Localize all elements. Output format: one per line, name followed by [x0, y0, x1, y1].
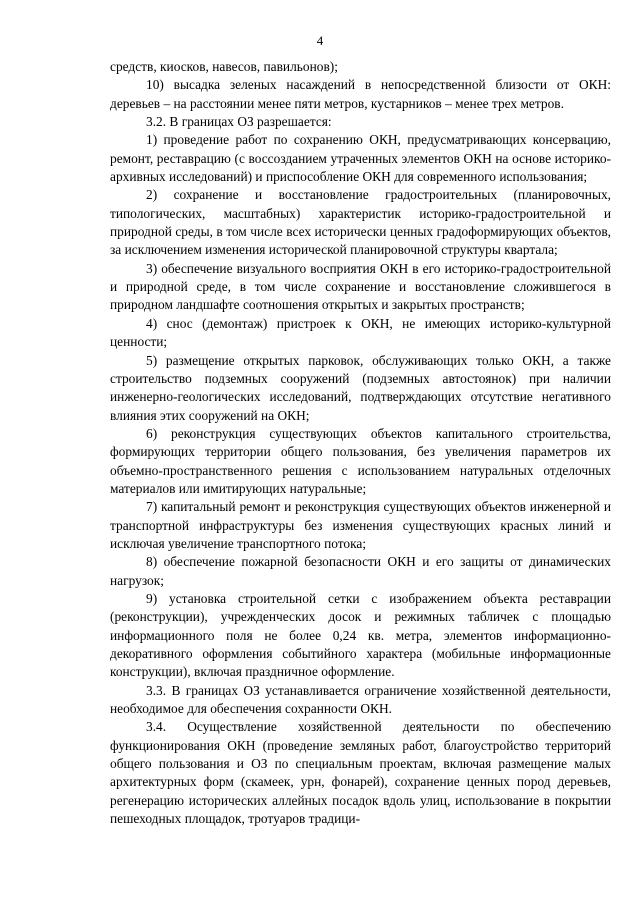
paragraph-item-9: 9) установка строительной сетки с изображением объекта реставрации (реконструкции), учрежденческих досок и режимных табличек с площадью информационного поля не более 0,24 кв. метра, элементов информационно-декоративного оформления событийного характера (мобильные информационные конструкции), включая праздничное оформление. — [110, 590, 611, 680]
paragraph-section-3-3: 3.3. В границах ОЗ устанавливается ограничение хозяйственной деятельности, необходимое для обеспечения сохранности ОКН. — [110, 682, 611, 717]
paragraph-item-8: 8) обеспечение пожарной безопасности ОКН и его защиты от динамических нагрузок; — [110, 554, 611, 588]
paragraph-item-2: 2) сохранение и восстановление градостроительных (планировочных, типологических, масштабных) характеристик историко-градостроительной и природной среды, в том числе всех исторически ценных градоформирующих объектов, за исключением изменения исторической планировочной структуры квартала; — [110, 187, 611, 258]
paragraph-item-1: 1) проведение работ по сохранению ОКН, предусматривающих консервацию, ремонт, реставрацию (с воссозданием утраченных элементов ОКН на основе историко-архивных исследований) и приспособление ОКН для современного использования; — [110, 132, 611, 185]
paragraph-item-3: 3) обеспечение визуального восприятия ОКН в его историко-градостроительной и природной среде, в том числе сохранение и восстановление сложившегося в природном ландшафте соотношения открытых и закрытых пространств; — [110, 260, 611, 313]
paragraph-item-4: 4) снос (демонтаж) пристроек к ОКН, не имеющих историко-культурной ценности; — [110, 315, 611, 350]
paragraph-section-3-4: 3.4. Осуществление хозяйственной деятельности по обеспечению функционирования ОКН (проведение земляных работ, благоустройство территорий общего пользования и ОЗ по специальным проектам, включая размещение малых архитектурных форм (скамеек, урн, фонарей), сохранение ценных пород деревьев, регенерацию исторических аллейных посадок вдоль улиц, использование в покрытии пешеходных площадок, тротуаров традици- — [110, 719, 611, 827]
paragraph-item-5: 5) размещение открытых парковок, обслуживающих только ОКН, а также строительство подземных сооружений (подземных автостоянок) при наличии инженерно-геологических исследований, подтверждающих отсутствие негативного влияния этих сооружений на ОКН; — [110, 352, 611, 423]
paragraph-item-7: 7) капитальный ремонт и реконструкция существующих объектов инженерной и транспортной инфраструктуры без изменения существующих красных линий и исключая увеличение транспортного потока; — [110, 499, 611, 551]
paragraph-item-6: 6) реконструкция существующих объектов капитального строительства, формирующих территории общего пользования, без увеличения параметров их объемно-пространственного решения с использованием натуральных отделочных материалов или имитирующих натуральные; — [110, 425, 611, 496]
paragraph-section-3-2: 3.2. В границах ОЗ разрешается: — [146, 114, 332, 130]
paragraph-continuation: средств, киосков, навесов, павильонов); — [110, 59, 338, 74]
paragraph-item-10: 10) высадка зеленых насаждений в непосредственной близости от ОКН: деревьев – на расстоянии менее пяти метров, кустарников – менее трех метров. — [110, 77, 611, 111]
document-body — [110, 58, 611, 828]
page-number: 4 — [316, 33, 324, 48]
